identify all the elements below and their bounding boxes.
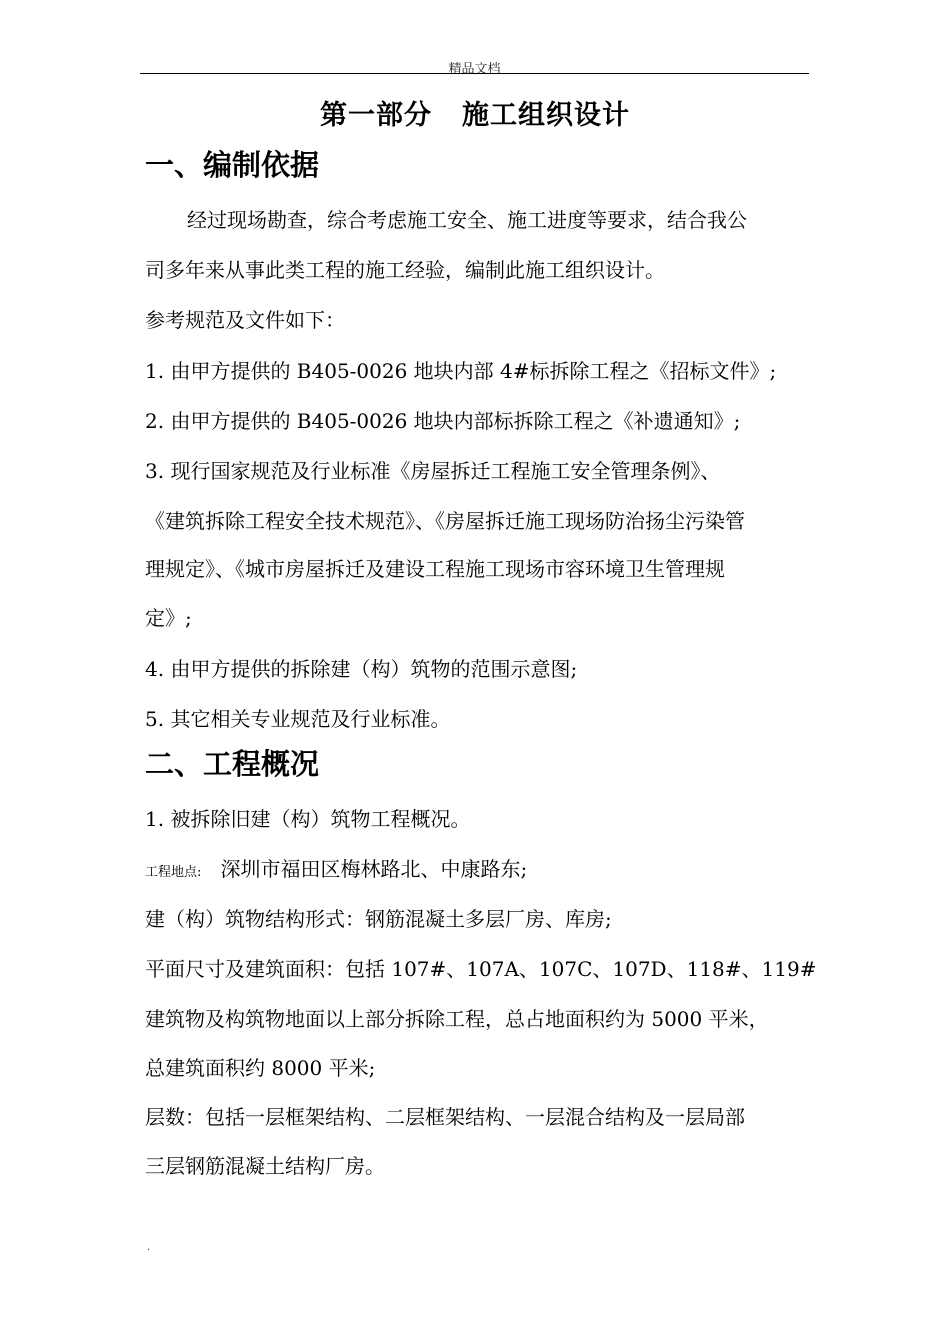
page-header: 精品文档 [448, 62, 501, 77]
section2-heading: 二、工程概况 [145, 747, 320, 781]
floors-line-1: 层数：包括一层框架结构、二层框架结构、一层混合结构及一层局部 [145, 1105, 745, 1129]
ref-item-1: 1. 由甲方提供的 B405-0026 地块内部 4#标拆除工程之《招标文件》; [145, 359, 777, 383]
area-line-2: 建筑物及构筑物地面以上部分拆除工程，总占地面积约为 5000 平米， [145, 1007, 769, 1031]
ref-item-3-line-2: 《建筑拆除工程安全技术规范》、《房屋拆迁施工现场防治扬尘污染管 [145, 509, 745, 533]
floors-line-2: 三层钢筋混凝土结构厂房。 [145, 1154, 385, 1178]
ref-item-5: 5. 其它相关专业规范及行业标准。 [145, 707, 451, 731]
ref-item-3-line-1: 3. 现行国家规范及行业标准《房屋拆迁工程施工安全管理条例》、 [145, 459, 721, 483]
ref-item-4: 4. 由甲方提供的拆除建（构）筑物的范围示意图; [145, 657, 578, 681]
location-line [145, 856, 527, 886]
document-title [0, 99, 950, 133]
area-line-1: 平面尺寸及建筑面积：包括 107#、107A、107C、107D、118#、119# [145, 957, 817, 981]
area-line-3: 总建筑面积约 8000 平米; [145, 1056, 376, 1080]
ref-item-2: 2. 由甲方提供的 B405-0026 地块内部标拆除工程之《补遗通知》; [145, 409, 741, 433]
ref-item-3-line-3: 理规定》、《城市房屋拆迁及建设工程施工现场市容环境卫生管理规 [145, 557, 725, 581]
location-label: 工程地点: [145, 865, 202, 880]
location-value: 深圳市福田区梅林路北、中康路东; [220, 857, 528, 881]
title-part: 第一部分 [320, 100, 432, 131]
footer-mark: . [147, 1242, 151, 1253]
structure-line: 建（构）筑物结构形式：钢筋混凝土多层厂房、库房; [145, 907, 612, 931]
ref-intro: 参考规范及文件如下： [145, 308, 345, 332]
para-line-2: 司多年来从事此类工程的施工经验，编制此施工组织设计。 [145, 258, 665, 282]
ref-item-3-line-4: 定》; [145, 606, 192, 630]
para-line-1: 经过现场勘查，综合考虑施工安全、施工进度等要求，结合我公 [187, 208, 747, 232]
overview-sub-1: 1. 被拆除旧建（构）筑物工程概况。 [145, 807, 471, 831]
header-rule [140, 73, 809, 74]
title-name: 施工组织设计 [462, 100, 630, 131]
section1-heading: 一、编制依据 [145, 148, 320, 182]
